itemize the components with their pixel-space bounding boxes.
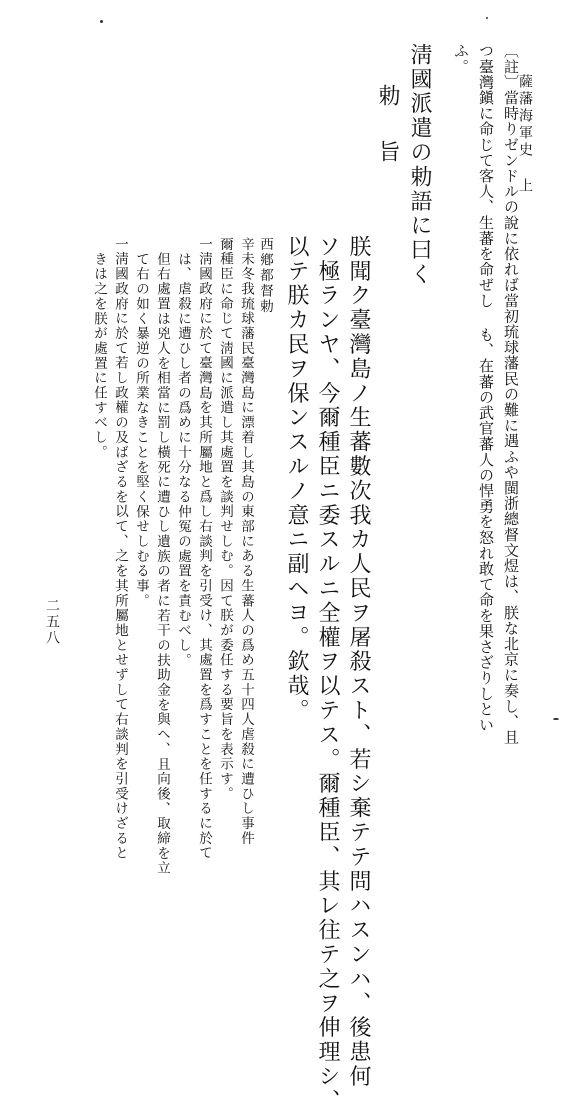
body-line: 一淸國政府に於て若し政權の及ばざるを以て、之を其所屬地とせずして右談判を引受けざると — [112, 237, 128, 861]
page-number: 二五八 — [44, 598, 60, 646]
body-line: 一淸國政府に於て臺灣島を其所屬地と爲し右談判を引受け、其處置を爲すことを任するに於て — [196, 237, 212, 861]
footnote-line: つ臺灣鎭に命じて客人、生蕃を命ぜし も、在蕃の武官蕃人の悍勇を怒れ敢て命を果さざりしとい — [477, 43, 495, 733]
body-line: て右の如く暴逆の所業なきことを堅く保せしむる事。 — [133, 252, 149, 609]
scan-speck — [100, 20, 103, 23]
edict-line: 朕聞ク臺灣島ノ生蕃數次我カ人民ヲ屠殺スト、若シ棄テテ問ハスンハ、後患何 — [346, 235, 371, 1089]
edict-line: ソ極ランヤ、今爾種臣ニ委スルニ全權ヲ以テス。爾種臣、其レ往テ之ヲ伸理シ、 — [315, 235, 340, 1113]
running-head: 薩藩海軍史 上 — [517, 74, 533, 195]
body-line: きは之を朕が處置に任すべし。 — [91, 252, 107, 460]
footnote-line: 〔註〕當時りゼンドルの說に依れば當初琉球藩民の難に遇ふや閩浙總督文煜は、朕な北京に奏し、且 — [502, 43, 520, 745]
scan-speck — [553, 718, 559, 720]
body-line: 但右處置は兇人を相當に罰し橫死に遭ひし遺族の者に若干の扶助金を與へ、且向後、取締を立 — [154, 252, 170, 876]
edict-line: 以テ朕カ民ヲ保ンスルノ意ニ副ヘヨ。欽哉。 — [284, 235, 309, 723]
heading: 淸國派遣の勅語に曰く — [407, 43, 432, 287]
scan-speck — [486, 17, 488, 19]
body-line: 辛未冬我琉球藩民臺灣島に漂着し其島の東部にある生蕃人の爲め五十四人虐殺に遭ひし事件 — [238, 237, 254, 846]
section-title: 西鄕都督勅 — [257, 237, 273, 315]
body-line: 爾種臣に命じて淸國に派遣し其處置を談判せしむ。因て朕が委任する要旨を表示す。 — [217, 237, 233, 802]
subheading: 勅 旨 — [375, 84, 400, 168]
footnote-line: ふ。 — [452, 43, 470, 75]
body-line: は、虐殺に遭ひし者の爲めに十分なる仲冤の處置を責むべし。 — [175, 252, 191, 668]
